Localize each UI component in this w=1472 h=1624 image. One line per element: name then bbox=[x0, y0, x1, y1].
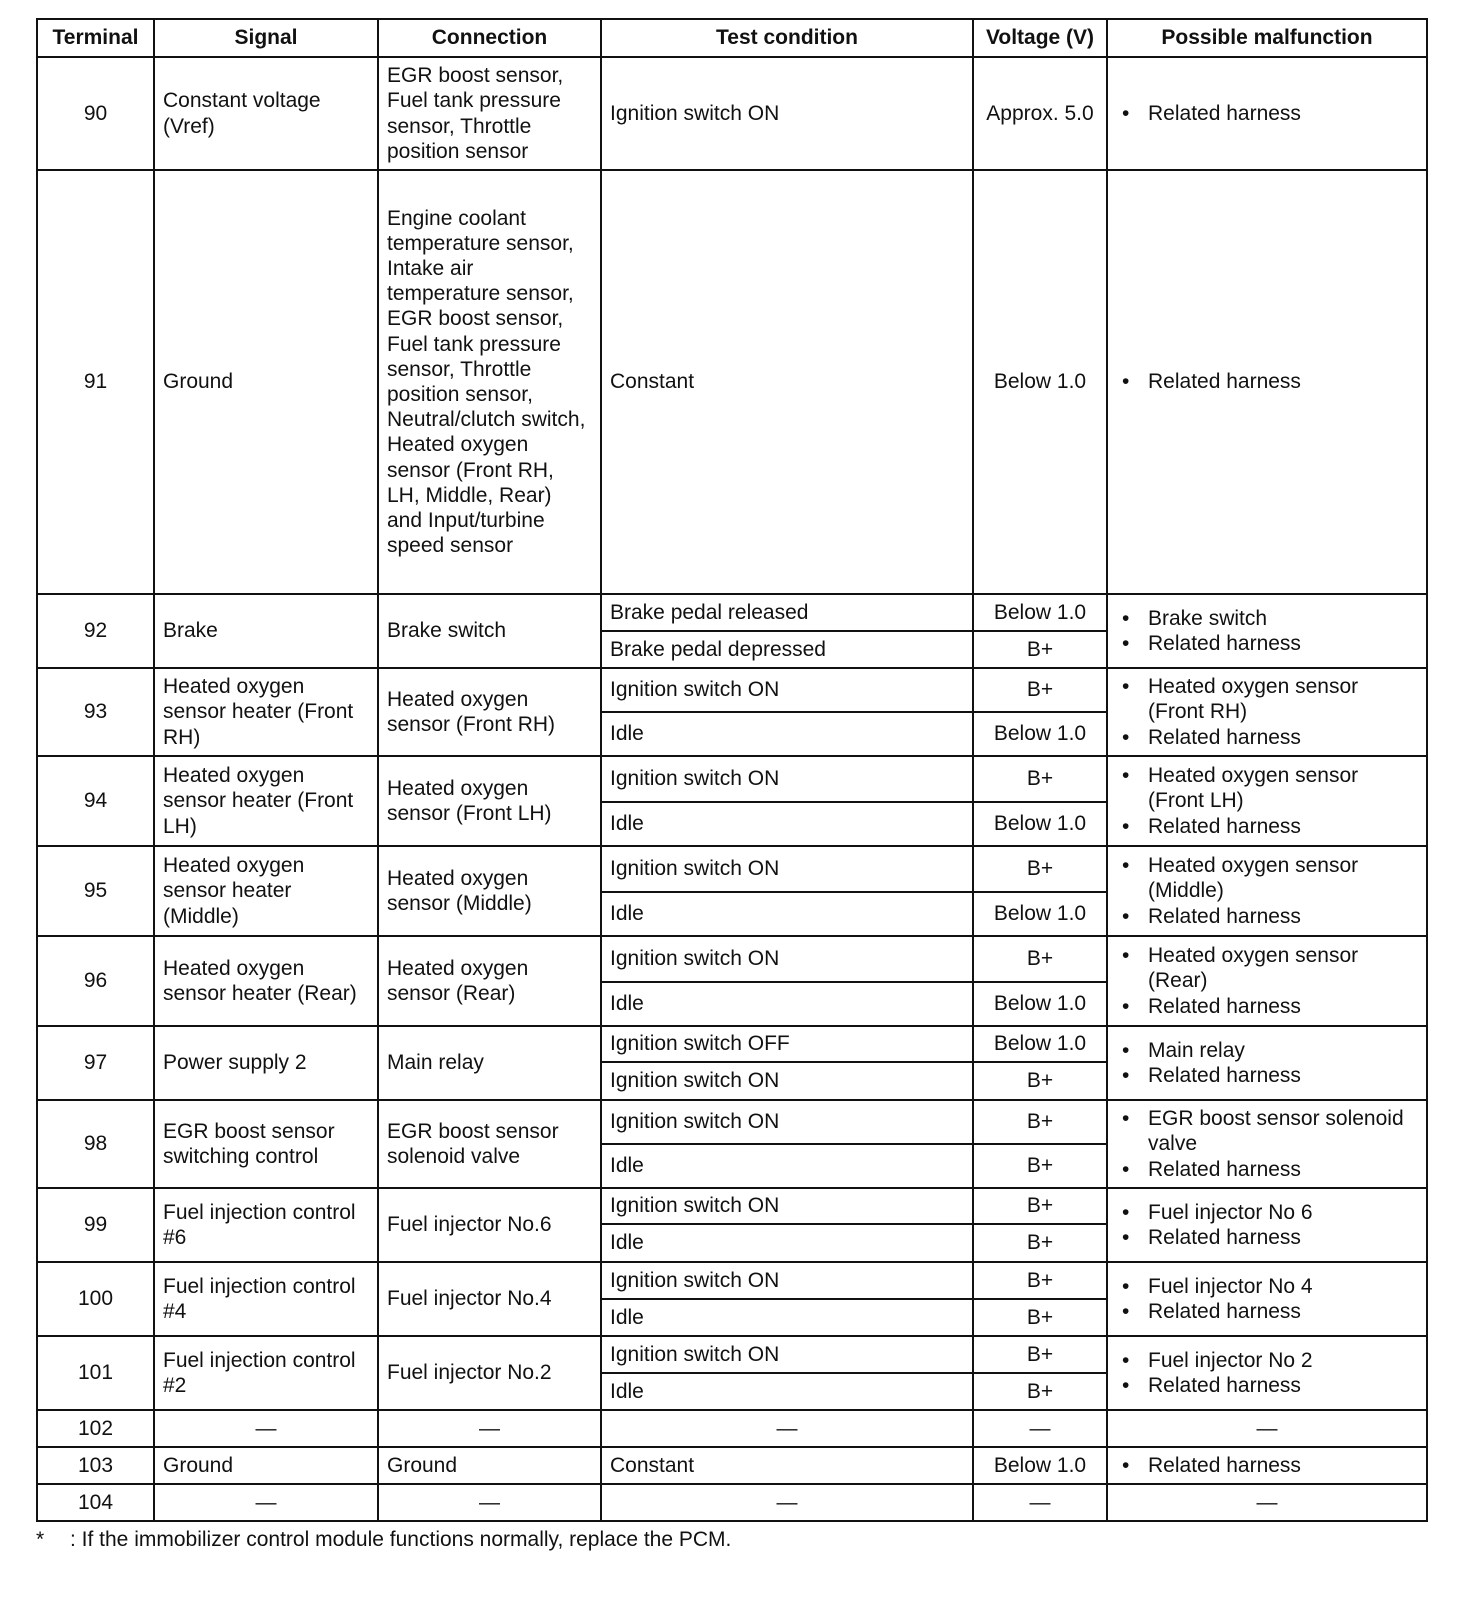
malfunction-cell bbox=[1107, 1447, 1427, 1484]
table-row bbox=[37, 57, 1427, 170]
test-condition-cell: Idle bbox=[601, 712, 973, 756]
voltage-cell: Below 1.0 bbox=[973, 712, 1107, 756]
malfunction-list bbox=[1116, 1453, 1418, 1478]
table-row bbox=[37, 936, 1427, 982]
table-row bbox=[37, 1026, 1427, 1062]
malfunction-item: • Heated oxygen sensor (Front RH) bbox=[1116, 674, 1418, 724]
signal-cell: EGR boost sensor switching control bbox=[154, 1100, 378, 1188]
test-condition-cell: — bbox=[601, 1410, 973, 1447]
voltage-cell: — bbox=[973, 1410, 1107, 1447]
malfunction-item: • Heated oxygen sensor (Front LH) bbox=[1116, 763, 1418, 813]
header-test-condition: Test condition bbox=[601, 19, 973, 57]
signal-cell: Heated oxygen sensor heater (Front RH) bbox=[154, 668, 378, 756]
voltage-cell: Below 1.0 bbox=[973, 892, 1107, 936]
voltage-cell: Below 1.0 bbox=[973, 594, 1107, 631]
malfunction-item: • Heated oxygen sensor (Rear) bbox=[1116, 943, 1418, 993]
header-signal: Signal bbox=[154, 19, 378, 57]
malfunction-item: • Related harness bbox=[1116, 994, 1418, 1019]
test-condition-cell: Ignition switch ON bbox=[601, 1336, 973, 1373]
voltage-cell: Below 1.0 bbox=[973, 1447, 1107, 1484]
malfunction-item: • Related harness bbox=[1116, 1453, 1418, 1478]
signal-cell: Fuel injection control #2 bbox=[154, 1336, 378, 1410]
malfunction-list bbox=[1116, 943, 1418, 1019]
terminal-cell: 98 bbox=[37, 1100, 154, 1188]
footnote-mark: * bbox=[36, 1528, 45, 1551]
table-row bbox=[37, 1188, 1427, 1224]
malfunction-item: • Related harness bbox=[1116, 1299, 1418, 1324]
malfunction-cell bbox=[1107, 846, 1427, 936]
malfunction-item: • Fuel injector No 4 bbox=[1116, 1274, 1418, 1299]
header-connection: Connection bbox=[378, 19, 601, 57]
test-condition-cell: Idle bbox=[601, 982, 973, 1026]
voltage-cell: B+ bbox=[973, 1373, 1107, 1410]
connection-cell: Heated oxygen sensor (Middle) bbox=[378, 846, 601, 936]
signal-cell: Heated oxygen sensor heater (Middle) bbox=[154, 846, 378, 936]
signal-cell: Constant voltage (Vref) bbox=[154, 57, 378, 170]
voltage-cell: B+ bbox=[973, 1062, 1107, 1100]
voltage-cell: B+ bbox=[973, 1188, 1107, 1224]
voltage-cell: B+ bbox=[973, 1336, 1107, 1373]
table-row bbox=[37, 170, 1427, 594]
malfunction-cell bbox=[1107, 1026, 1427, 1100]
voltage-cell: B+ bbox=[973, 1224, 1107, 1262]
malfunction-item: • Brake switch bbox=[1116, 606, 1418, 631]
malfunction-item: • Fuel injector No 6 bbox=[1116, 1200, 1418, 1225]
connection-cell: Engine coolant temperature sensor, Intake air temperature sensor, EGR boost sensor, Fuel tank pressure sensor, Throttle position sensor, Neutral/clutch switch, Heated oxygen sensor (Front RH, LH, Middle, Rear) and Input/turbine speed sensor bbox=[378, 170, 601, 594]
malfunction-list bbox=[1116, 606, 1418, 656]
voltage-cell: Approx. 5.0 bbox=[973, 57, 1107, 170]
malfunction-list bbox=[1116, 1348, 1418, 1398]
voltage-cell: B+ bbox=[973, 846, 1107, 892]
voltage-cell: Below 1.0 bbox=[973, 802, 1107, 846]
malfunction-item: • Related harness bbox=[1116, 904, 1418, 929]
terminal-cell: 95 bbox=[37, 846, 154, 936]
malfunction-item: • Heated oxygen sensor (Middle) bbox=[1116, 853, 1418, 903]
terminal-cell: 100 bbox=[37, 1262, 154, 1336]
connection-cell: EGR boost sensor solenoid valve bbox=[378, 1100, 601, 1188]
voltage-cell: Below 1.0 bbox=[973, 982, 1107, 1026]
test-condition-cell: Ignition switch ON bbox=[601, 846, 973, 892]
malfunction-item: • Related harness bbox=[1116, 725, 1418, 750]
connection-cell: Main relay bbox=[378, 1026, 601, 1100]
signal-cell: Fuel injection control #4 bbox=[154, 1262, 378, 1336]
voltage-cell: B+ bbox=[973, 1299, 1107, 1336]
connection-cell: Heated oxygen sensor (Front RH) bbox=[378, 668, 601, 756]
table-row bbox=[37, 668, 1427, 712]
test-condition-cell: Ignition switch ON bbox=[601, 1262, 973, 1299]
malfunction-cell bbox=[1107, 936, 1427, 1026]
malfunction-list bbox=[1116, 369, 1418, 394]
test-condition-cell: Idle bbox=[601, 1224, 973, 1262]
test-condition-cell: Ignition switch OFF bbox=[601, 1026, 973, 1062]
connection-cell: Heated oxygen sensor (Rear) bbox=[378, 936, 601, 1026]
terminal-cell: 99 bbox=[37, 1188, 154, 1262]
test-condition-cell: — bbox=[601, 1484, 973, 1521]
voltage-cell: B+ bbox=[973, 936, 1107, 982]
terminal-cell: 96 bbox=[37, 936, 154, 1026]
terminal-cell: 92 bbox=[37, 594, 154, 668]
voltage-cell: Below 1.0 bbox=[973, 1026, 1107, 1062]
malfunction-list bbox=[1116, 1200, 1418, 1250]
malfunction-item: • EGR boost sensor solenoid valve bbox=[1116, 1106, 1418, 1156]
test-condition-cell: Ignition switch ON bbox=[601, 1100, 973, 1144]
voltage-cell: B+ bbox=[973, 1100, 1107, 1144]
connection-cell: — bbox=[378, 1484, 601, 1521]
signal-cell: Power supply 2 bbox=[154, 1026, 378, 1100]
test-condition-cell: Idle bbox=[601, 1373, 973, 1410]
malfunction-list bbox=[1116, 1106, 1418, 1182]
malfunction-cell: — bbox=[1107, 1484, 1427, 1521]
voltage-cell: — bbox=[973, 1484, 1107, 1521]
terminal-cell: 101 bbox=[37, 1336, 154, 1410]
table-row bbox=[37, 594, 1427, 631]
terminal-cell: 103 bbox=[37, 1447, 154, 1484]
malfunction-cell: — bbox=[1107, 1410, 1427, 1447]
table-row bbox=[37, 1410, 1427, 1447]
test-condition-cell: Brake pedal released bbox=[601, 594, 973, 631]
test-condition-cell: Constant bbox=[601, 170, 973, 594]
table-row bbox=[37, 1262, 1427, 1299]
test-condition-cell: Ignition switch ON bbox=[601, 1062, 973, 1100]
test-condition-cell: Ignition switch ON bbox=[601, 756, 973, 802]
malfunction-list bbox=[1116, 674, 1418, 750]
table-body bbox=[37, 57, 1427, 1521]
table-row bbox=[37, 1484, 1427, 1521]
signal-cell: Ground bbox=[154, 170, 378, 594]
malfunction-list bbox=[1116, 1274, 1418, 1324]
terminal-cell: 90 bbox=[37, 57, 154, 170]
table-row bbox=[37, 756, 1427, 802]
connection-cell: Fuel injector No.2 bbox=[378, 1336, 601, 1410]
malfunction-list bbox=[1116, 1038, 1418, 1088]
connection-cell: Fuel injector No.6 bbox=[378, 1188, 601, 1262]
voltage-cell: B+ bbox=[973, 1144, 1107, 1188]
table-row bbox=[37, 846, 1427, 892]
test-condition-cell: Idle bbox=[601, 802, 973, 846]
test-condition-cell: Ignition switch ON bbox=[601, 668, 973, 712]
table-row bbox=[37, 1336, 1427, 1373]
malfunction-cell bbox=[1107, 594, 1427, 668]
test-condition-cell: Idle bbox=[601, 1144, 973, 1188]
malfunction-item: • Related harness bbox=[1116, 814, 1418, 839]
malfunction-item: • Related harness bbox=[1116, 1225, 1418, 1250]
footnote bbox=[36, 1528, 1426, 1552]
pcm-terminal-table bbox=[36, 18, 1428, 1522]
test-condition-cell: Brake pedal depressed bbox=[601, 631, 973, 668]
terminal-cell: 93 bbox=[37, 668, 154, 756]
terminal-cell: 94 bbox=[37, 756, 154, 846]
malfunction-cell bbox=[1107, 170, 1427, 594]
signal-cell: — bbox=[154, 1484, 378, 1521]
malfunction-cell bbox=[1107, 668, 1427, 756]
connection-cell: Fuel injector No.4 bbox=[378, 1262, 601, 1336]
malfunction-item: • Related harness bbox=[1116, 1063, 1418, 1088]
header-terminal: Terminal bbox=[37, 19, 154, 57]
table-row bbox=[37, 1447, 1427, 1484]
header-possible-malfunction: Possible malfunction bbox=[1107, 19, 1427, 57]
test-condition-cell: Idle bbox=[601, 1299, 973, 1336]
voltage-cell: B+ bbox=[973, 756, 1107, 802]
signal-cell: — bbox=[154, 1410, 378, 1447]
malfunction-item: • Related harness bbox=[1116, 369, 1418, 394]
malfunction-item: • Related harness bbox=[1116, 1157, 1418, 1182]
signal-cell: Brake bbox=[154, 594, 378, 668]
test-condition-cell: Ignition switch ON bbox=[601, 936, 973, 982]
malfunction-cell bbox=[1107, 57, 1427, 170]
malfunction-item: • Related harness bbox=[1116, 631, 1418, 656]
terminal-cell: 91 bbox=[37, 170, 154, 594]
terminal-cell: 97 bbox=[37, 1026, 154, 1100]
voltage-cell: Below 1.0 bbox=[973, 170, 1107, 594]
signal-cell: Fuel injection control #6 bbox=[154, 1188, 378, 1262]
header-voltage: Voltage (V) bbox=[973, 19, 1107, 57]
test-condition-cell: Ignition switch ON bbox=[601, 57, 973, 170]
malfunction-list bbox=[1116, 101, 1418, 126]
footnote-text: : If the immobilizer control module functions normally, replace the PCM. bbox=[70, 1528, 732, 1551]
voltage-cell: B+ bbox=[973, 631, 1107, 668]
terminal-cell: 104 bbox=[37, 1484, 154, 1521]
table-row bbox=[37, 1100, 1427, 1144]
malfunction-item: • Fuel injector No 2 bbox=[1116, 1348, 1418, 1373]
connection-cell: Heated oxygen sensor (Front LH) bbox=[378, 756, 601, 846]
voltage-cell: B+ bbox=[973, 1262, 1107, 1299]
malfunction-item: • Main relay bbox=[1116, 1038, 1418, 1063]
voltage-cell: B+ bbox=[973, 668, 1107, 712]
malfunction-cell bbox=[1107, 756, 1427, 846]
malfunction-cell bbox=[1107, 1262, 1427, 1336]
test-condition-cell: Idle bbox=[601, 892, 973, 936]
connection-cell: Brake switch bbox=[378, 594, 601, 668]
test-condition-cell: Constant bbox=[601, 1447, 973, 1484]
malfunction-item: • Related harness bbox=[1116, 1373, 1418, 1398]
malfunction-cell bbox=[1107, 1100, 1427, 1188]
table-header-row bbox=[37, 19, 1427, 57]
connection-cell: EGR boost sensor, Fuel tank pressure sensor, Throttle position sensor bbox=[378, 57, 601, 170]
test-condition-cell: Ignition switch ON bbox=[601, 1188, 973, 1224]
malfunction-list bbox=[1116, 853, 1418, 929]
malfunction-item: • Related harness bbox=[1116, 101, 1418, 126]
malfunction-cell bbox=[1107, 1188, 1427, 1262]
malfunction-cell bbox=[1107, 1336, 1427, 1410]
terminal-voltage-sheet bbox=[36, 18, 1426, 1552]
signal-cell: Ground bbox=[154, 1447, 378, 1484]
connection-cell: Ground bbox=[378, 1447, 601, 1484]
terminal-cell: 102 bbox=[37, 1410, 154, 1447]
signal-cell: Heated oxygen sensor heater (Front LH) bbox=[154, 756, 378, 846]
malfunction-list bbox=[1116, 763, 1418, 839]
signal-cell: Heated oxygen sensor heater (Rear) bbox=[154, 936, 378, 1026]
connection-cell: — bbox=[378, 1410, 601, 1447]
